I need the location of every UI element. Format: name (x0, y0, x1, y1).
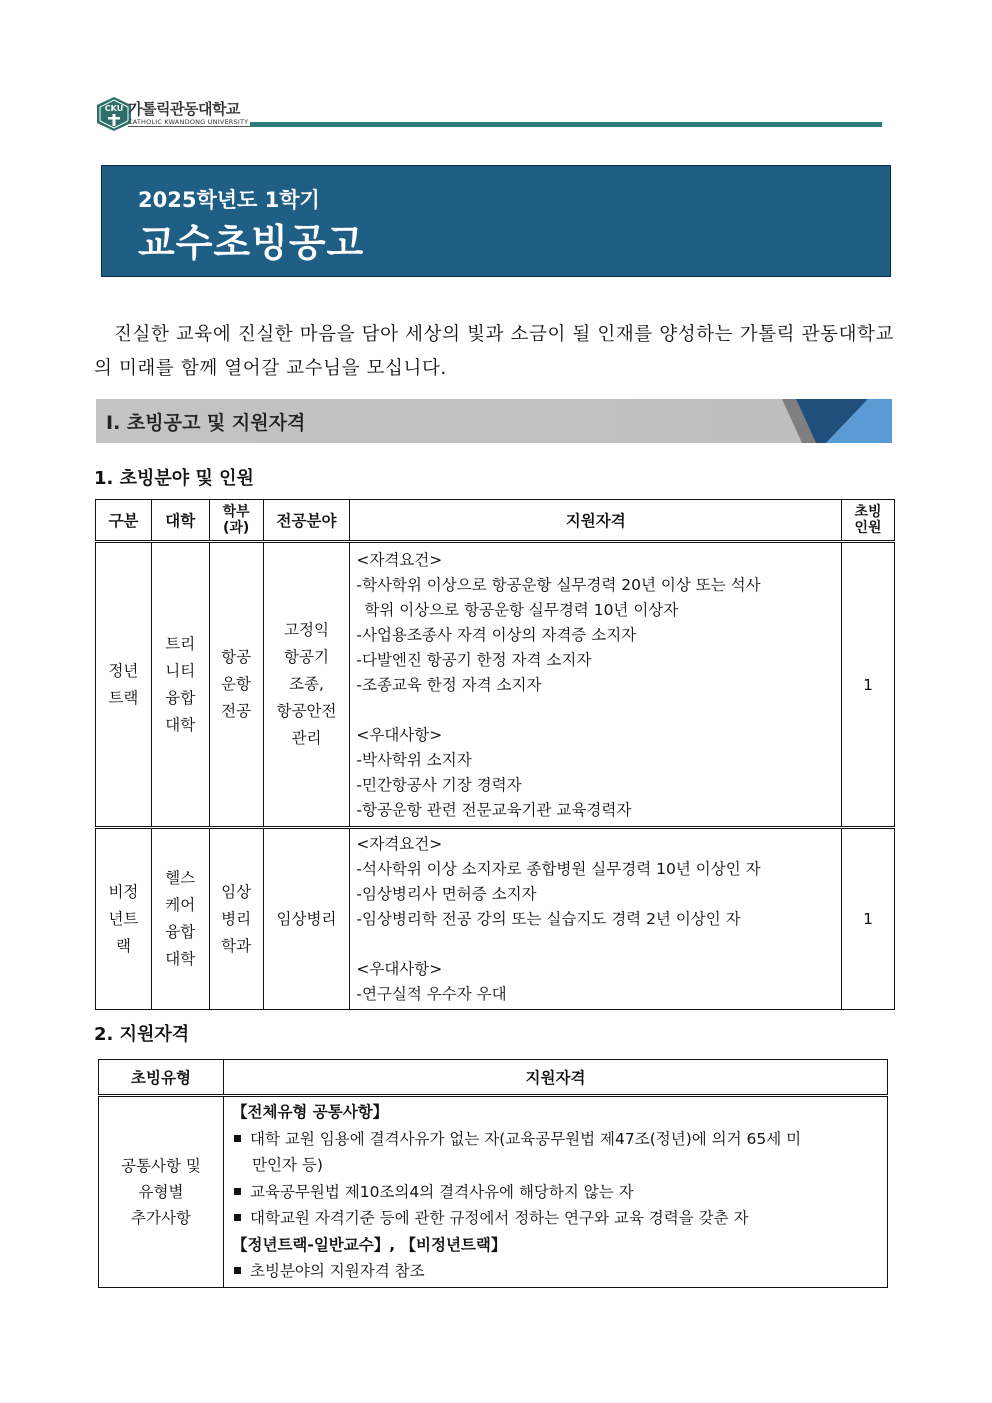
page-title: 교수초빙공고 (138, 221, 365, 265)
logo-text: CKU (104, 104, 124, 113)
cell-qualification-content (224, 1096, 888, 1288)
header-qualification: 지원자격 (350, 500, 842, 542)
cell-dept: 임상 병리 학과 (209, 828, 263, 1010)
header-dept: 학부 (과) (209, 500, 263, 542)
positions-table (95, 499, 895, 1010)
header-thin-rule (128, 126, 250, 127)
header-qualification: 지원자격 (224, 1060, 888, 1096)
subsection-title-qualifications: 2. 지원자격 (94, 1024, 190, 1045)
list-item: 교육공무원법 제10조의4의 결격사유에 해당하지 않는 자 (232, 1179, 881, 1206)
table-row (96, 828, 895, 1010)
title-banner (101, 165, 891, 277)
header-recruit-type: 초빙유형 (99, 1060, 224, 1096)
cell-type: 정년 트랙 (96, 542, 152, 828)
section-decoration (782, 399, 892, 443)
cell-major: 고정익 항공기 조종, 항공안전 관리 (263, 542, 350, 828)
header-rule (250, 122, 882, 127)
list-item: 초빙분야의 지원자격 참조 (232, 1258, 881, 1285)
cell-dept: 항공 운항 전공 (209, 542, 263, 828)
table-header-row (96, 500, 895, 542)
cell-type: 비정 년트 랙 (96, 828, 152, 1010)
subsection-title-positions: 1. 초빙분야 및 인원 (94, 468, 254, 489)
header-college: 대학 (151, 500, 209, 542)
cell-college: 트리 니티 융합 대학 (151, 542, 209, 828)
cell-major: 임상병리 (263, 828, 350, 1010)
header-type: 구분 (96, 500, 152, 542)
list-item-continuation: 만인자 등) (252, 1156, 323, 1174)
square-bullet-icon (234, 1135, 241, 1142)
cell-qualification: <자격요건> -학사학위 이상으로 항공운항 실무경력 20년 이상 또는 석사 학위 이상으로 항공운항 실무경력 10년 이상자 -사업용조종사 자격 이상의 자격증 소지자 -다발엔진 항공기 한정 자격 소지자 -조종교육 한정 자격 소지자 <우대사항> -박사학위 소지자 -민간항공사 기장 경력자 -항공운항 관련 전문교육기관 교육경력자 (350, 542, 842, 828)
table-row (99, 1096, 888, 1288)
intro-paragraph: 진실한 교육에 진실한 마음을 담아 세상의 빛과 소금이 될 인재를 양성하는 가톨릭 관동대학교의 미래를 함께 열어갈 교수님을 모십니다. (94, 324, 894, 379)
section-header (96, 399, 892, 443)
square-bullet-icon (234, 1214, 241, 1221)
qualifications-table (98, 1059, 888, 1288)
title-year-term: 2025학년도 1학기 (138, 188, 320, 212)
section-title: Ⅰ. 초빙공고 및 지원자격 (106, 412, 306, 434)
cell-recruit-type: 공통사항 및 유형별 추가사항 (99, 1096, 224, 1288)
common-title: 【전체유형 공통사항】 (232, 1103, 389, 1121)
header-major: 전공분야 (263, 500, 350, 542)
university-name-ko: 가톨릭관동대학교 (128, 100, 240, 118)
header-count: 초빙 인원 (842, 500, 895, 542)
list-item: 대학교원 자격기준 등에 관한 규정에서 정하는 연구와 교육 경력을 갖춘 자 (232, 1205, 881, 1232)
square-bullet-icon (234, 1267, 241, 1274)
table-row (96, 542, 895, 828)
list-item: 대학 교원 임용에 결격사유가 없는 자(교육공무원법 제47조(정년)에 의거 65세 미 (232, 1126, 881, 1153)
university-name-en: CATHOLIC KWANDONG UNIVERSITY (128, 118, 249, 126)
cell-count: 1 (842, 542, 895, 828)
cell-college: 헬스 케어 융합 대학 (151, 828, 209, 1010)
cell-qualification: <자격요건> -석사학위 이상 소지자로 종합병원 실무경력 10년 이상인 자 -임상병리사 면허증 소지자 -임상병리학 전공 강의 또는 실습지도 경력 2년 이상인 자 <우대사항> -연구실적 우수자 우대 (350, 828, 842, 1010)
table-header-row (99, 1060, 888, 1096)
cell-count: 1 (842, 828, 895, 1010)
square-bullet-icon (234, 1188, 241, 1195)
track-title: 【정년트랙-일반교수】, 【비정년트랙】 (232, 1235, 507, 1254)
